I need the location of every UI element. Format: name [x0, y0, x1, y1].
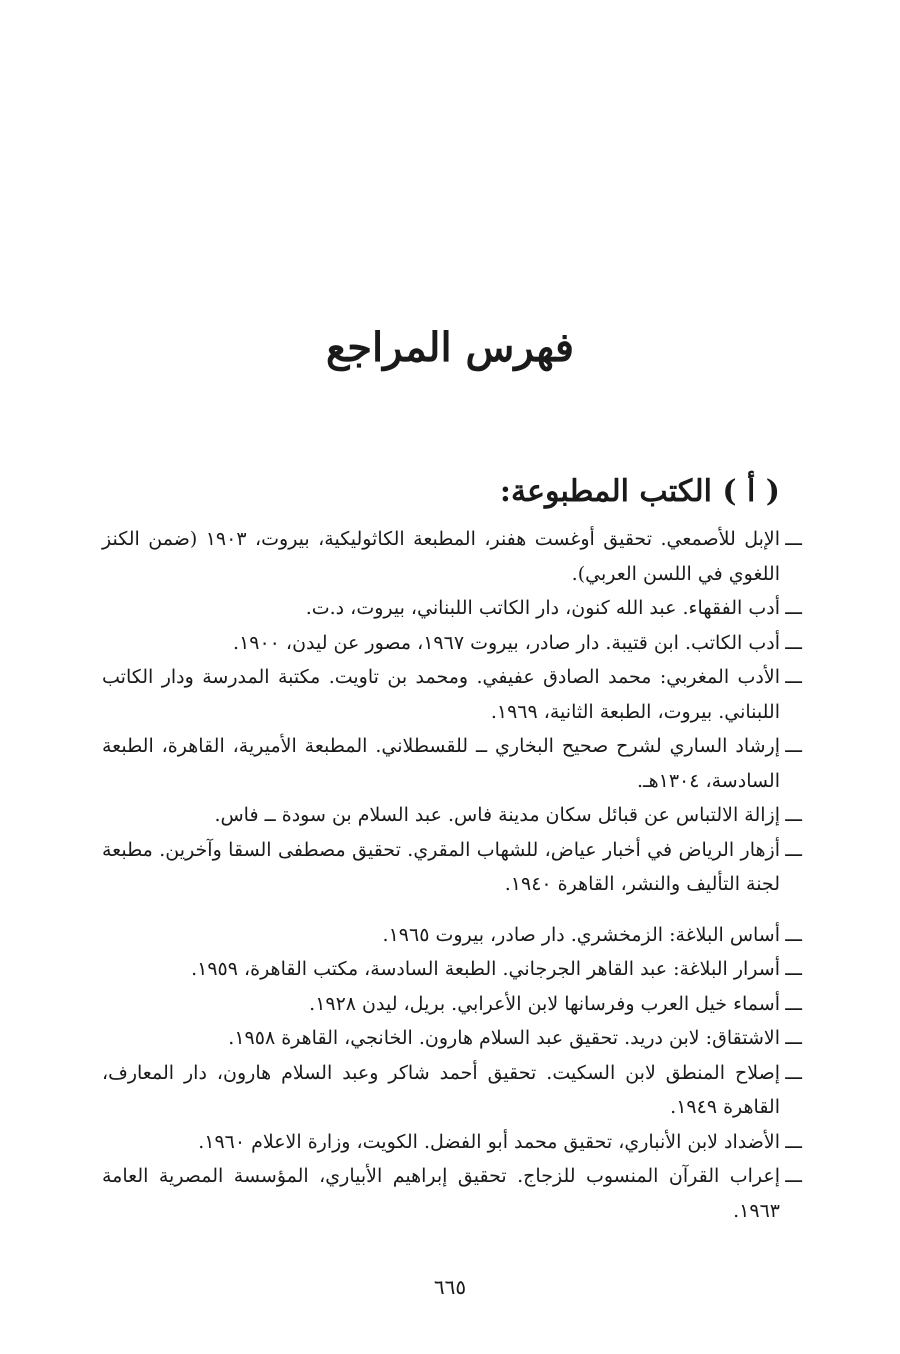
reference-text: أسماء خيل العرب وفرسانها لابن الأعرابي. بريل، ليدن ١٩٢٨.: [309, 992, 780, 1015]
reference-text: إعراب القرآن المنسوب للزجاج. تحقيق إبراهيم الأبياري، المؤسسة المصرية العامة ١٩٦٣.: [102, 1165, 780, 1222]
reference-entry: [102, 1056, 802, 1125]
reference-text: الأدب المغربي: محمد الصادق عفيفي. ومحمد بن تاويت. مكتبة المدرسة ودار الكاتب اللبناني. بيروت، الطبعة الثانية، ١٩٦٩.: [102, 666, 780, 723]
entry-dash: ـــ: [785, 666, 802, 688]
reference-text: أساس البلاغة: الزمخشري. دار صادر، بيروت ١٩٦٥.: [382, 923, 780, 946]
reference-entry: [102, 591, 802, 626]
reference-text: إصلاح المنطق لابن السكيت. تحقيق أحمد شاكر وعبد السلام هارون، دار المعارف، القاهرة ١٩٤٩.: [102, 1061, 780, 1118]
entry-dash: ـــ: [785, 958, 802, 980]
reference-text: أدب الفقهاء. عبد الله كنون، دار الكاتب اللبناني، بيروت، د.ت.: [305, 597, 780, 619]
entry-dash: ـــ: [785, 923, 802, 946]
reference-text: أدب الكاتب. ابن قتيبة. دار صادر، بيروت ١٩٦٧، مصور عن ليدن، ١٩٠٠.: [233, 631, 780, 654]
reference-text: الأضداد لابن الأنباري، تحقيق محمد أبو الفضل. الكويت، وزارة الاعلام ١٩٦٠.: [198, 1130, 780, 1153]
reference-text: أسرار البلاغة: عبد القاهر الجرجاني. الطبعة السادسة، مكتب القاهرة، ١٩٥٩.: [191, 958, 780, 980]
reference-entry: [102, 522, 802, 591]
reference-entry: [102, 833, 802, 902]
reference-list: [102, 522, 802, 1228]
reference-text: الاشتقاق: لابن دريد. تحقيق عبد السلام هارون. الخانجي، القاهرة ١٩٥٨.: [228, 1027, 780, 1049]
reference-text: إرشاد الساري لشرح صحيح البخاري ــ للقسطلاني. المطبعة الأميرية، القاهرة، الطبعة السادسة، ١٣٠٤هـ.: [102, 735, 780, 792]
reference-entry: [102, 952, 802, 987]
section-heading: ( أ ) الكتب المطبوعة:: [499, 474, 780, 509]
entry-dash: ـــ: [785, 1165, 802, 1187]
entry-dash: ـــ: [785, 804, 802, 826]
reference-entry: [102, 1159, 802, 1228]
entry-dash: ـــ: [785, 1130, 802, 1153]
entry-dash: ـــ: [785, 631, 802, 654]
reference-entry: [102, 918, 802, 953]
entry-dash: ـــ: [785, 1027, 802, 1049]
page-number: ٦٦٥: [433, 1275, 467, 1299]
entry-dash: ـــ: [785, 838, 802, 861]
entry-dash: ـــ: [785, 597, 802, 619]
entry-dash: ـــ: [785, 528, 802, 550]
entry-dash: ـــ: [785, 735, 802, 757]
entry-dash: ـــ: [785, 992, 802, 1015]
reference-entry: [102, 660, 802, 729]
reference-entry: [102, 987, 802, 1022]
reference-entry: [102, 1021, 802, 1056]
reference-text: أزهار الرياض في أخبار عياض، للشهاب المقري. تحقيق مصطفى السقا وآخرين. مطبعة لجنة التأليف والنشر، القاهرة ١٩٤٠.: [102, 838, 780, 895]
reference-text: إزالة الالتباس عن قبائل سكان مدينة فاس. عبد السلام بن سودة ــ فاس.: [214, 804, 780, 826]
reference-entry: [102, 1125, 802, 1160]
entry-dash: ـــ: [785, 1061, 802, 1084]
page-title: فهرس المراجع: [325, 324, 574, 371]
reference-entry: [102, 626, 802, 661]
reference-text: الإبل للأصمعي. تحقيق أوغست هفنر، المطبعة الكاثوليكية، بيروت، ١٩٠٣ (ضمن الكنز اللغوي في اللسن العربي).: [102, 528, 780, 585]
reference-entry: [102, 729, 802, 798]
reference-entry: [102, 798, 802, 833]
